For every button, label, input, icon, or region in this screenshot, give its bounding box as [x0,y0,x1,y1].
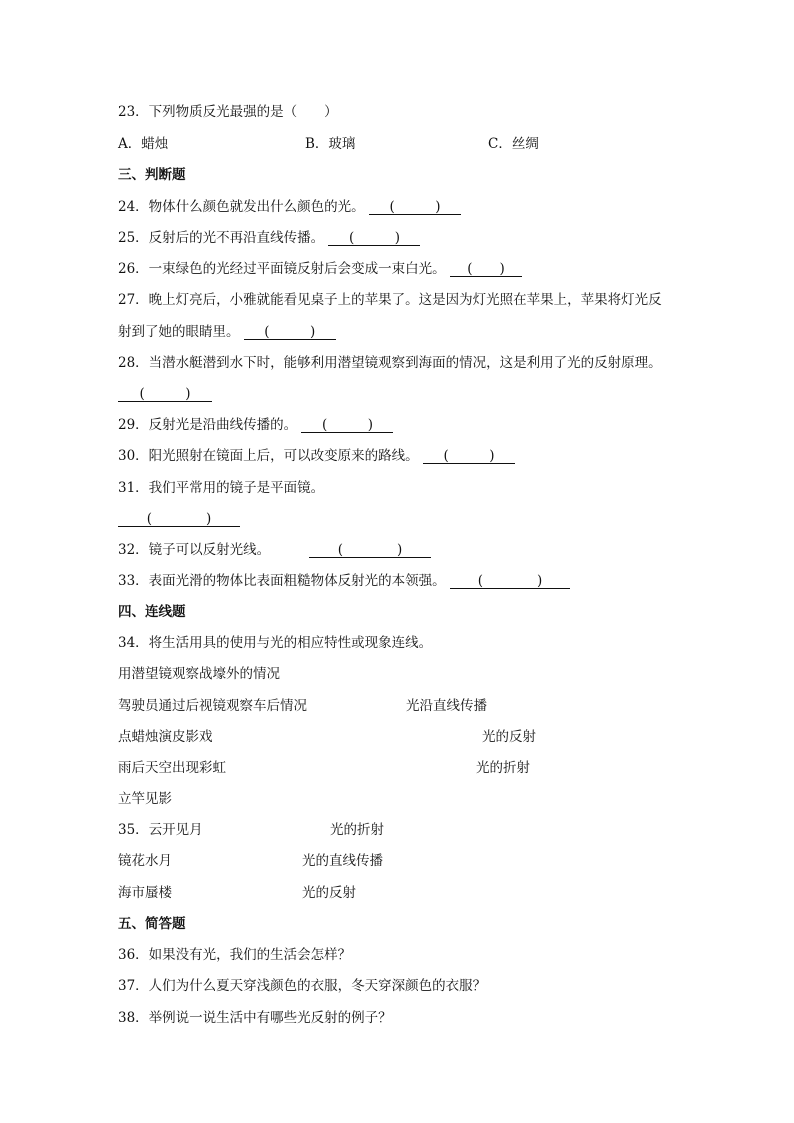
question-28: 28．当潜水艇潜到水下时，能够利用潜望镜观察到海面的情况，这是利用了光的反射原理。 [118,355,662,371]
answer-blank[interactable]: ( ) [244,324,336,340]
match-right-item[interactable]: 光的反射 [482,729,536,745]
question-text: 24．物体什么颜色就发出什么颜色的光。 [118,199,365,215]
question-25 [118,230,420,246]
question-32-answer [309,542,431,558]
section-heading-matching: 四、连线题 [118,604,186,620]
question-29 [118,417,393,433]
question-24 [118,199,461,215]
answer-blank[interactable]: ( ) [301,417,393,433]
question-26 [118,261,522,277]
question-27: 27．晚上灯亮后，小雅就能看见桌子上的苹果了。这是因为灯光照在苹果上，苹果将灯光反 [118,292,662,308]
answer-blank[interactable]: ( ) [423,448,515,464]
question-38: 38．举例说一说生活中有哪些光反射的例子？ [118,1010,392,1026]
match-right-item[interactable]: 光的反射 [302,885,356,901]
match-left-item[interactable]: 镜花水月 [118,853,172,869]
match-right-item[interactable]: 光的直线传播 [302,853,383,869]
question-35-row [118,822,203,838]
match-left-item[interactable]: 云开见月 [148,822,203,838]
question-number: 35． [118,822,149,838]
match-right-item[interactable]: 光沿直线传播 [406,698,487,714]
question-37: 37．人们为什么夏天穿浅颜色的衣服，冬天穿深颜色的衣服？ [118,978,487,994]
question-28-answer [118,386,212,402]
section-heading-judge: 三、判断题 [118,167,186,183]
match-left-item[interactable]: 驾驶员通过后视镜观察车后情况 [118,698,307,714]
answer-blank[interactable]: ( ) [309,542,431,558]
option-c: C．丝绸 [488,136,539,152]
answer-blank[interactable]: ( ) [450,261,522,277]
question-31: 31．我们平常用的镜子是平面镜。 [118,480,325,496]
match-right-item[interactable]: 光的折射 [476,760,530,776]
match-left-item[interactable]: 海市蜃楼 [118,885,172,901]
question-31-answer [118,511,240,527]
question-text: 射到了她的眼睛里。 [118,324,240,340]
question-text: 29．反射光是沿曲线传播的。 [118,417,298,433]
question-text: 33．表面光滑的物体比表面粗糙物体反射光的本领强。 [118,573,446,589]
question-32 [118,542,270,558]
match-right-item[interactable]: 光的折射 [330,822,384,838]
match-left-item[interactable]: 点蜡烛演皮影戏 [118,729,213,745]
question-27-cont [118,324,336,340]
question-text: 26．一束绿色的光经过平面镜反射后会变成一束白光。 [118,261,446,277]
question-30 [118,448,515,464]
question-34: 34．将生活用具的使用与光的相应特性或现象连线。 [118,635,433,651]
question-23: 23．下列物质反光最强的是（ ） [118,104,338,120]
question-33 [118,573,570,589]
option-b: B．玻璃 [305,136,356,152]
question-text: 32．镜子可以反射光线。 [118,542,271,558]
option-a: A．蜡烛 [118,136,169,152]
question-text: 25．反射后的光不再沿直线传播。 [118,230,325,246]
answer-blank[interactable]: ( ) [118,386,212,402]
section-heading-short-answer: 五、简答题 [118,916,186,932]
answer-blank[interactable]: ( ) [328,230,420,246]
match-left-item[interactable]: 雨后天空出现彩虹 [118,760,226,776]
answer-blank[interactable]: ( ) [118,511,240,527]
question-36: 36．如果没有光，我们的生活会怎样？ [118,947,352,963]
question-text: 30．阳光照射在镜面上后，可以改变原来的路线。 [118,448,419,464]
answer-blank[interactable]: ( ) [369,199,461,215]
match-left-item[interactable]: 立竿见影 [118,791,172,807]
answer-blank[interactable]: ( ) [450,573,570,589]
match-left-item[interactable]: 用潜望镜观察战壕外的情况 [118,666,280,682]
